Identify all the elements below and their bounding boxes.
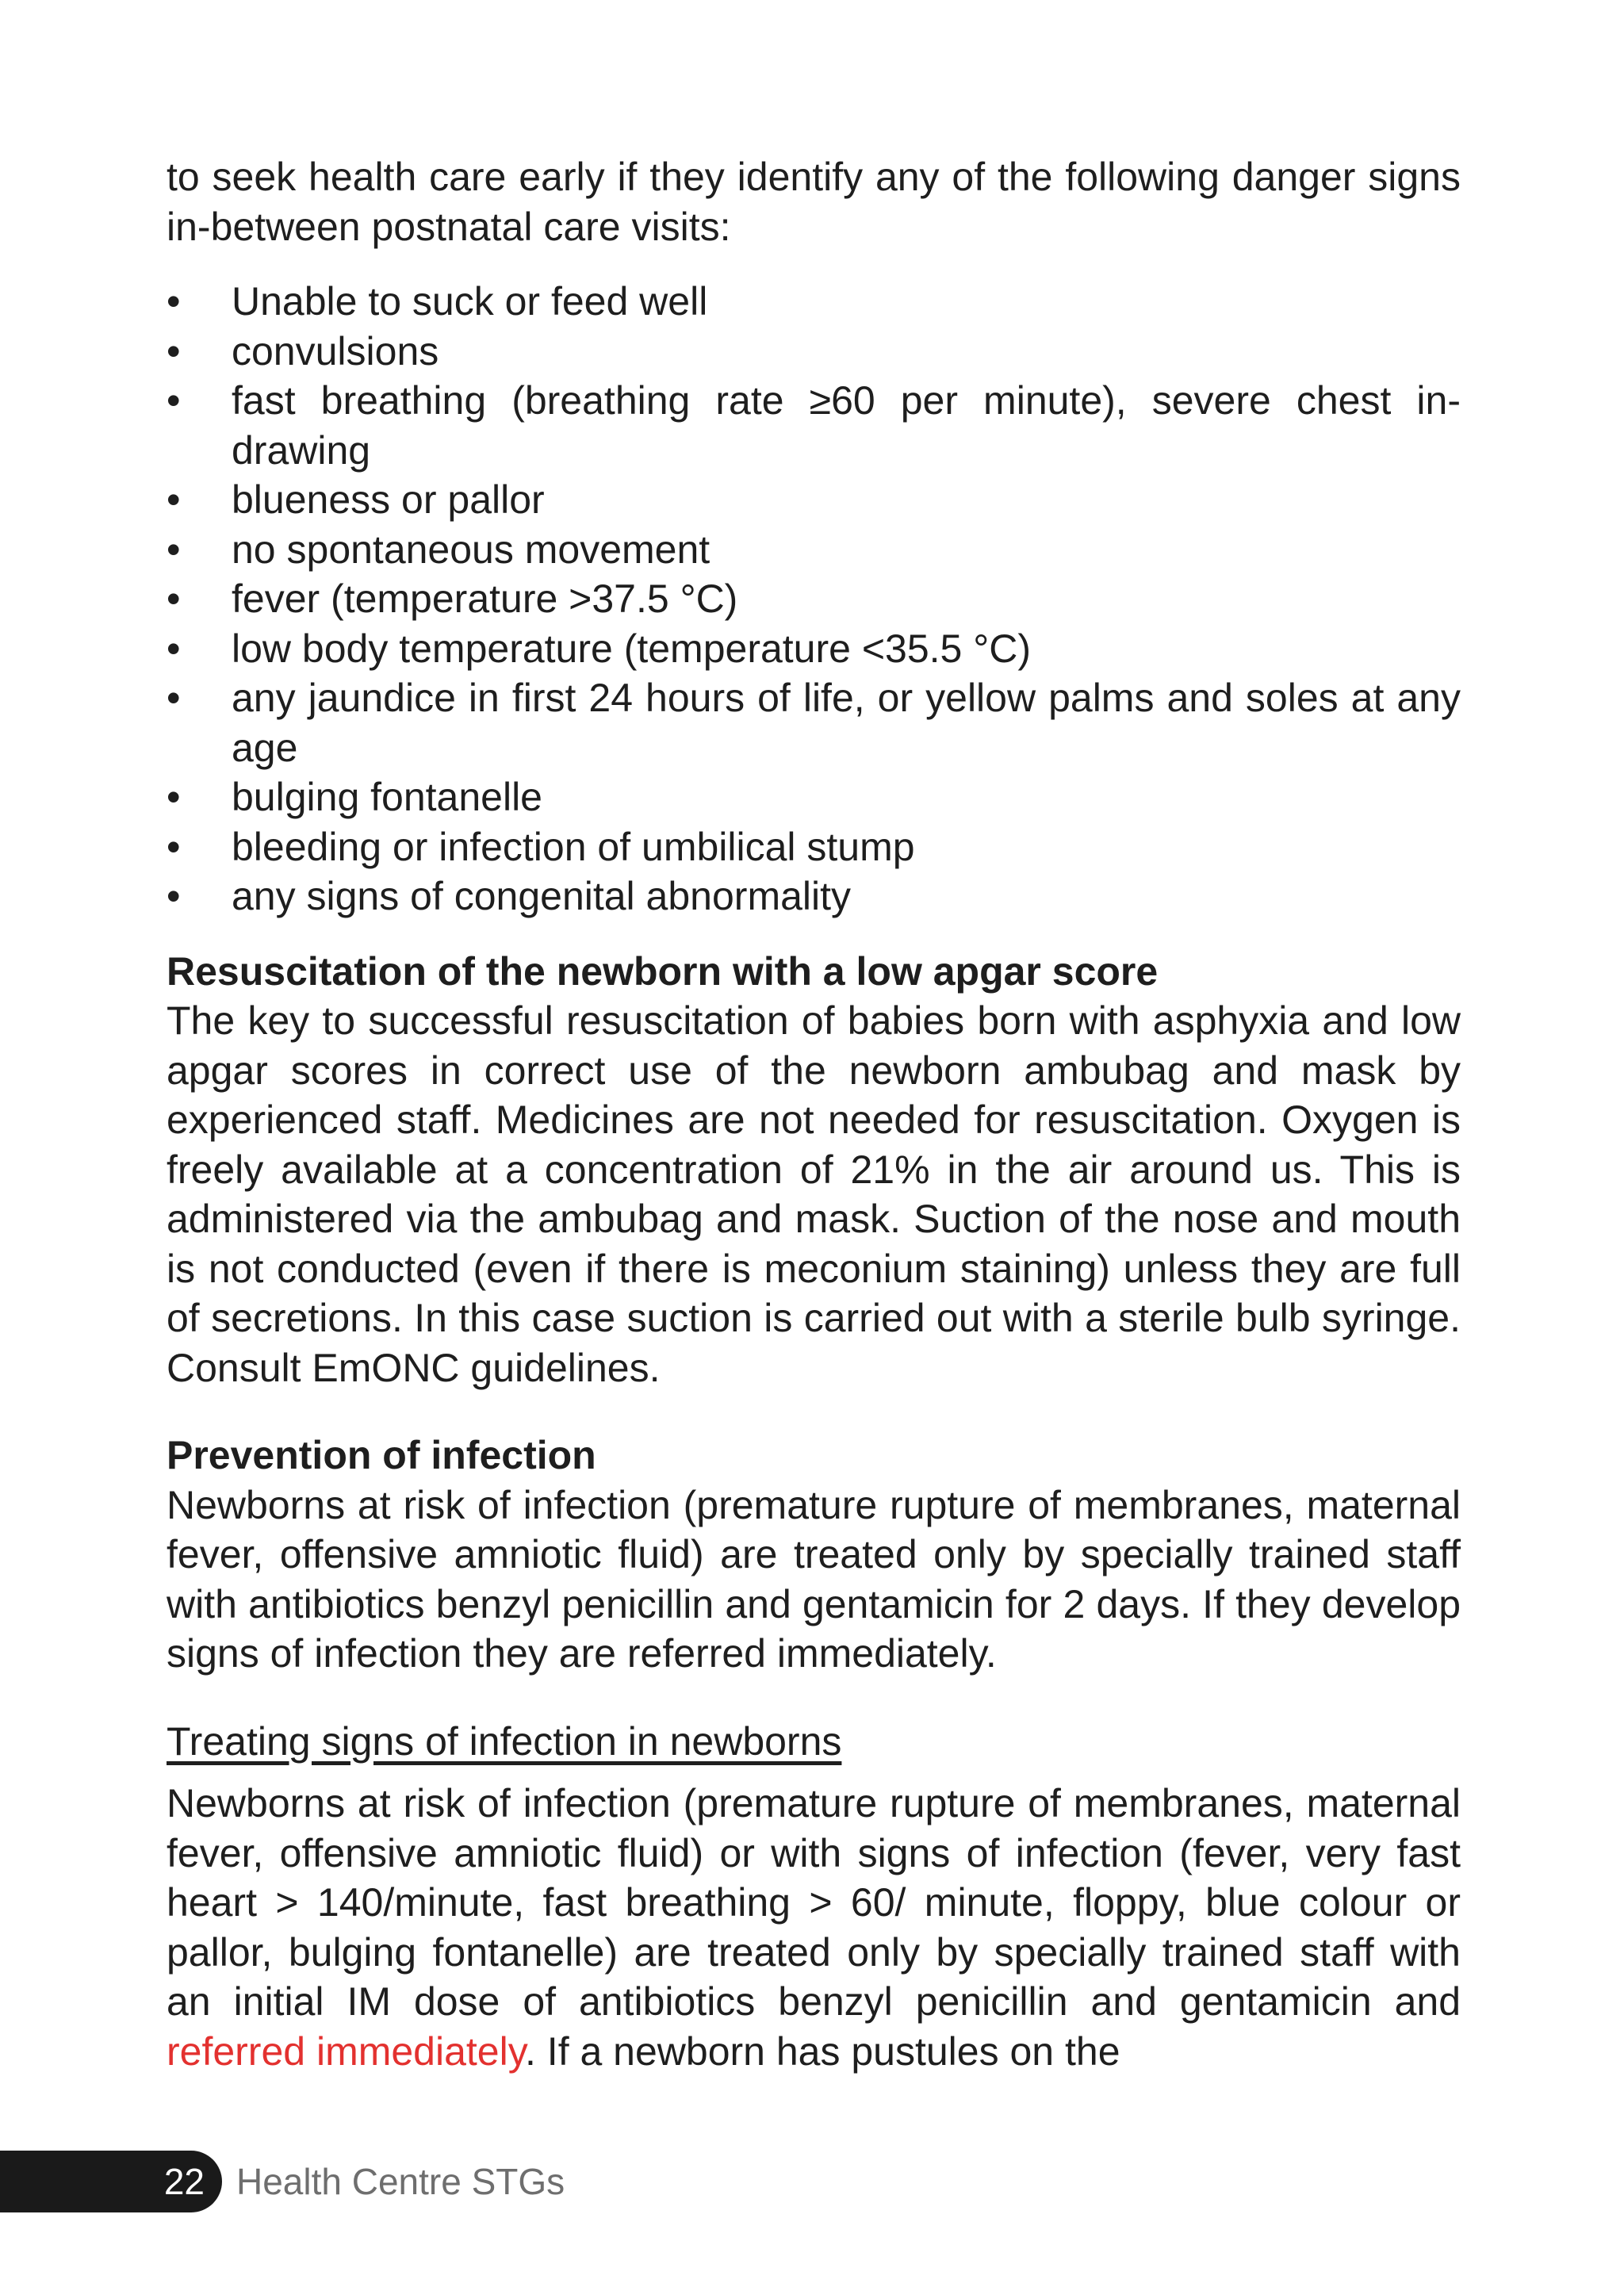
page-number-tab	[0, 2151, 222, 2212]
list-item: • Unable to suck or feed well	[167, 277, 1461, 327]
list-item: • fast breathing (breathing rate ≥60 per minute), severe chest in-drawing	[167, 376, 1461, 475]
intro-paragraph: to seek health care early if they identify any of the following danger signs in-between postnatal care visits:	[167, 155, 1461, 249]
list-item: • any jaundice in first 24 hours of life, or yellow palms and soles at any age	[167, 673, 1461, 772]
list-item: • fever (temperature >37.5 °C)	[167, 574, 1461, 624]
resuscitation-body: The key to successful resuscitation of babies born with asphyxia and low apgar scores in correct use of the newborn ambubag and mask by experienced staff. Medicines are not needed for resuscitation. Oxygen is freely available at a concentration of 21% in the air around us. This is administered via the ambubag and mask. Suction of the nose and mouth is not conducted (even if there is meconium staining) unless they are full of secretions. In this case suction is carried out with a sterile bulb syringe. Consult EmONC guidelines.	[167, 998, 1461, 1390]
list-item: • convulsions	[167, 327, 1461, 377]
resuscitation-section	[167, 947, 1461, 1393]
treating-body-text: Newborns at risk of infection (premature rupture of membranes, maternal fever, offensive amniotic fluid) or with signs of infection (fever, very fast heart > 140/minute, fast breathing > 60/ minute, floppy, blue colour or pallor, bulging fontanelle) are treated only by specially trained staff with an initial IM dose of antibiotics benzyl penicillin and gentamicin and	[167, 1781, 1461, 2024]
prevention-heading: Prevention of infection	[167, 1433, 596, 1477]
list-item: • low body temperature (temperature <35.5 °C)	[167, 624, 1461, 674]
list-item: • blueness or pallor	[167, 475, 1461, 525]
page-footer	[0, 2151, 565, 2212]
prevention-section	[167, 1431, 1461, 1679]
resuscitation-heading: Resuscitation of the newborn with a low apgar score	[167, 948, 1159, 994]
treating-section	[167, 1717, 1461, 2077]
list-item: • any signs of congenital abnormality	[167, 872, 1461, 921]
footer-title: Health Centre STGs	[236, 2161, 565, 2202]
list-item: • no spontaneous movement	[167, 525, 1461, 575]
danger-signs-list	[167, 277, 1461, 921]
referred-immediately-highlight: referred immediately	[167, 2028, 526, 2074]
treating-body-continuation: . If a newborn has pustules on the	[525, 2028, 1120, 2074]
list-item: • bulging fontanelle	[167, 772, 1461, 822]
list-item: • bleeding or infection of umbilical stump	[167, 822, 1461, 872]
treating-subheading: Treating signs of infection in newborns	[167, 1718, 842, 1764]
page-number: 22	[163, 2161, 205, 2202]
page-content	[167, 152, 1461, 2076]
prevention-body: Newborns at risk of infection (premature rupture of membranes, maternal fever, offensive amniotic fluid) are treated only by specially trained staff with antibiotics benzyl penicillin and gentamicin for 2 days. If they develop signs of infection they are referred immediately.	[167, 1482, 1461, 1676]
treating-body	[167, 1779, 1461, 2076]
